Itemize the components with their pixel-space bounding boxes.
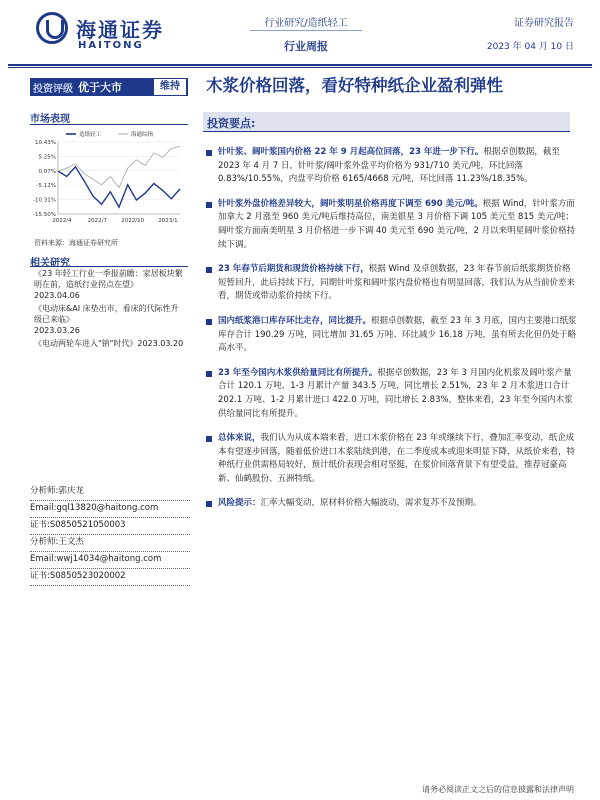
- rating-action: 维持: [154, 79, 186, 95]
- key-points-title: 投资要点:: [207, 117, 256, 130]
- key-point: [205, 146, 577, 187]
- header-rule: [8, 64, 592, 66]
- x-tick-label: 2022/4: [52, 218, 72, 224]
- report-category-block: [248, 14, 364, 54]
- header-rule-thin: [8, 67, 592, 68]
- y-tick-label: -10.31%: [33, 197, 56, 204]
- key-point-body: 汇率大幅变动，原材料价格大幅波动，需求复苏不及预期。: [260, 498, 482, 509]
- related-list: [34, 268, 184, 351]
- rating-label: 投资评级: [33, 83, 73, 95]
- related-item-date: 2023.04.06: [34, 291, 80, 300]
- analyst-email[interactable]: Email:gql13820@haitong.com: [30, 501, 190, 518]
- key-point: [205, 315, 577, 356]
- related-section-title: 相关研究: [30, 258, 70, 269]
- key-point: [205, 263, 577, 304]
- x-tick-label: 2022/7: [87, 218, 108, 224]
- report-headline: 木浆价格回落，看好特种纸企业盈利弹性: [206, 76, 503, 95]
- key-point-lead: 23 年至今国内木浆供给量同比有所提升。: [218, 367, 378, 378]
- y-tick-label: 5.25%: [38, 154, 56, 161]
- key-point: [205, 198, 577, 252]
- key-points-list: [205, 146, 577, 522]
- rating-value: 优于大市: [78, 81, 122, 94]
- page-footer-disclaimer: 请务必阅读正文之后的信息披露和法律声明: [422, 785, 574, 794]
- analyst-name: 分析师:王文杰: [30, 535, 190, 552]
- key-point-lead: 23 年春节后期货和现货价格持续下行，: [218, 264, 369, 275]
- related-item-title: 《电动床&AI 床垫出市，看床的代际性升级已来临》: [34, 304, 179, 324]
- key-points-header: [203, 112, 570, 131]
- analyst-cert: 证书:S0850521050003: [30, 518, 190, 535]
- logo-emblem-icon: [36, 12, 68, 44]
- related-item[interactable]: [34, 268, 184, 301]
- analyst-cert: 证书:S0850523020002: [30, 569, 190, 586]
- logo-chinese-name: 海通证券: [76, 18, 164, 42]
- chart-source: 资料来源：海通证券研究所: [34, 239, 118, 247]
- key-point-lead: 针叶浆外盘价格差异较大，阔叶浆明星价格再度下调至 690 美元/吨。: [218, 198, 483, 209]
- key-point: [205, 432, 577, 486]
- x-tick-label: 2023/1: [158, 218, 178, 224]
- related-item[interactable]: [34, 303, 184, 336]
- y-tick-label: -5.12%: [36, 183, 56, 190]
- related-item-title: 《电动两轮车进入"钠"时代》: [34, 339, 138, 348]
- legend-label: 造纸轻工: [79, 132, 102, 138]
- analyst-name: 分析师:郭庆龙: [30, 484, 190, 501]
- related-item-date: 2023.03.26: [34, 326, 80, 335]
- key-point: [205, 497, 577, 511]
- market-section-title: 市场表现: [30, 114, 70, 125]
- related-item-date: 2023.03.20: [137, 339, 184, 348]
- logo-english-name: HAITONG: [78, 40, 144, 51]
- analyst-email[interactable]: Email:wwj14034@haitong.com: [30, 552, 190, 569]
- y-tick-label: 10.43%: [35, 140, 56, 146]
- report-label: 证券研究报告: [514, 18, 574, 29]
- key-point-body: 根据卓创数据，截至 2023 年 4 月 7 日，针叶浆/阔叶浆外盘平均价格为 931/710 美元/吨，环比回落 0.83%/10.55%，内盘平均价格 6165/4668 元/吨，环比回落 11.23%/18.35%。: [218, 147, 560, 185]
- key-points-rule: [203, 131, 570, 132]
- key-point-body: 我们认为从成本端来看，进口木浆价格在 23 年或继续下行，叠加汇率变动，纸企成本有望逐步回落，随着低价进口木浆陆续到港，在二季度成本或迎来明显下降，从纸价来看，特种纸行业供需格局较好，预计纸价表现会相对坚挺，在浆价回落背景下有望受益，推荐冠豪高新、仙鹤股份、五洲特纸。: [218, 433, 576, 484]
- key-point-lead: 风险提示：: [218, 498, 261, 509]
- key-point-body: 根据 Wind，针叶浆方面加拿大 2 月涨至 960 美元/吨后维持高位，南美银星 3 月价格下调 105 美元至 815 美元/吨；阔叶浆方面南美明星 3 月价格进一步下调 40 美元至 690 美元/吨，2 月以来明星阔叶浆价格持续下调。: [218, 198, 576, 250]
- key-point-body: 根据卓创数据，截至 23 年 3 月底，国内主要港口纸浆库存合计 190.29 万吨，同比增加 31.65 万吨、环比减少 16.18 万吨，虽有所去化但仍处于略高水平。: [218, 315, 577, 354]
- key-point-lead: 针叶浆、阔叶浆国内价格 22 年 9 月起高位回落，23 年进一步下行。: [218, 147, 484, 157]
- key-point-lead: 国内纸浆港口库存环比走存，同比提升。: [218, 315, 372, 326]
- series-line-2: [58, 146, 180, 188]
- related-section-rule: [30, 266, 188, 267]
- key-point-body: 根据 Wind 及卓创数据，23 年春节前后纸浆期货价格短暂回升，此后持续下行，同期针叶浆和阔叶浆内盘价格也有明显回落，我们认为从当前价差来看，期货或带动浆价持续下行。: [218, 264, 576, 302]
- report-category: 行业研究/造纸轻工: [264, 18, 348, 29]
- related-item[interactable]: [34, 338, 184, 349]
- report-date: 2023 年 04 月 10 日: [486, 42, 574, 52]
- market-performance-chart: [30, 128, 188, 228]
- x-tick-label: 2022/10: [121, 218, 145, 224]
- market-section-rule: [30, 124, 188, 125]
- y-tick-label: 0.07%: [38, 168, 56, 175]
- key-point-lead: 总体来说，: [218, 433, 261, 444]
- company-logo: [8, 10, 198, 54]
- legend-label: 海通综指: [131, 132, 154, 138]
- analyst-list: [30, 484, 190, 586]
- header-divider: [250, 30, 362, 31]
- key-point-body: 根据卓创数据，23 年 3 月国内化机浆及阔叶浆产量合计 120.1 万吨，1-3 月累计产量 343.5 万吨，同比增长 2.51%，23 年 2 月木浆进口合计 202.1 万吨、1-2 月累计进口 422.0 万吨，同比增长 2.83%，整体来看，23 年至今国内木浆供给量同比有所提升。: [218, 367, 573, 419]
- related-item-title: 《23 年轻工行业一季报前瞻：家居板块繁明在前，造纸行业拐点在望》: [34, 269, 183, 289]
- rating-bar: [30, 78, 188, 96]
- report-type: 行业周报: [284, 40, 328, 53]
- report-meta: [487, 14, 574, 52]
- y-tick-label: -15.50%: [33, 212, 56, 218]
- key-point: [205, 367, 577, 421]
